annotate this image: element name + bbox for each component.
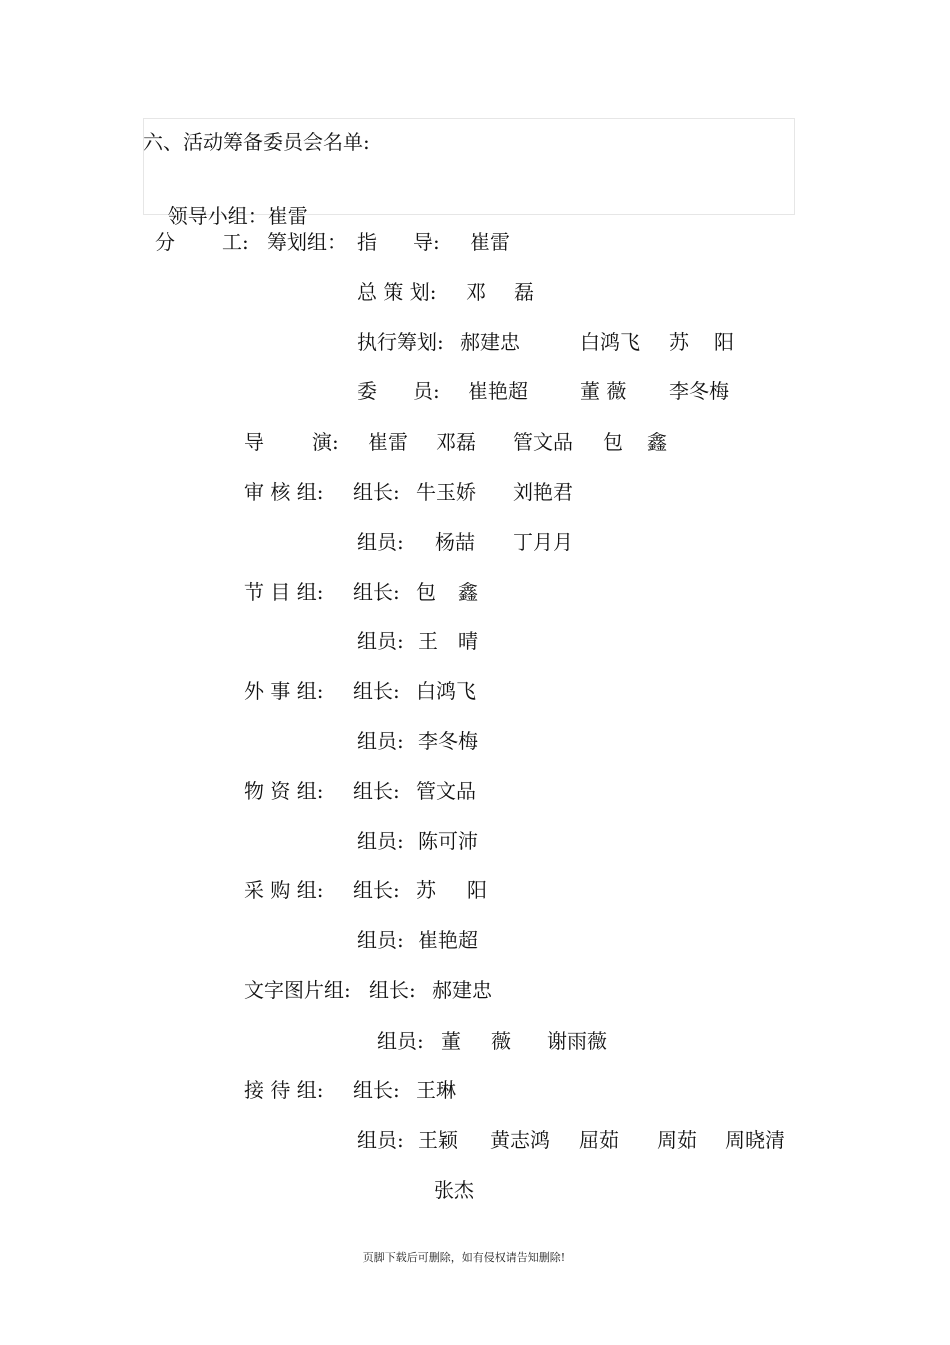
external-leader-1: 白鸿飞: [416, 679, 476, 703]
director-name-3: 管文品: [513, 430, 573, 454]
committee-name-2: 董 薇: [580, 379, 627, 403]
director-name-2: 邓磊: [436, 430, 476, 454]
program-leader-1: 包: [416, 580, 436, 604]
purchase-group-label: 采 购 组:: [244, 878, 324, 902]
division-label-right: 工:: [222, 230, 249, 254]
purchase-leader-label: 组长:: [353, 878, 400, 902]
director-label-b: 演:: [312, 430, 339, 454]
reception-leader-label: 组长:: [353, 1078, 400, 1102]
director-name-5: 鑫: [647, 430, 667, 454]
review-leader-label: 组长:: [353, 480, 400, 504]
program-leader-2: 鑫: [458, 580, 478, 604]
review-member-label: 组员:: [357, 530, 404, 554]
director-name-4: 包: [603, 430, 623, 454]
reception-group-label: 接 待 组:: [244, 1078, 324, 1102]
director-label-a: 导: [244, 430, 264, 454]
chief-planner-label: 总 策 划:: [357, 280, 437, 304]
division-label-left: 分: [155, 230, 175, 254]
page-footer: 页脚下载后可删除，如有侵权请告知删除!: [362, 1251, 566, 1264]
program-member-2: 晴: [458, 629, 478, 653]
director-name-1: 崔雷: [368, 430, 408, 454]
reception-member-2: 黄志鸿: [490, 1128, 550, 1152]
materials-leader-label: 组长:: [353, 779, 400, 803]
external-leader-label: 组长:: [353, 679, 400, 703]
reception-leader-1: 王琳: [416, 1078, 456, 1102]
committee-name-3: 李冬梅: [669, 379, 729, 403]
text-image-member-1: 董: [441, 1029, 461, 1053]
leadership-label: 领导小组：: [167, 204, 268, 228]
materials-member-1: 陈可沛: [418, 829, 478, 853]
text-image-member-label: 组员:: [377, 1029, 424, 1053]
executive-name-4: 阳: [714, 330, 734, 354]
review-group-label: 审 核 组:: [244, 480, 324, 504]
external-member-label: 组员:: [357, 729, 404, 753]
guide-name: 崔雷: [470, 230, 510, 254]
review-member-2: 丁月月: [513, 530, 573, 554]
executive-name-1: 郝建忠: [460, 330, 520, 354]
text-image-member-3: 谢雨薇: [547, 1029, 607, 1053]
section-title: 六、活动筹备委员会名单:: [143, 130, 370, 154]
text-image-leader-1: 郝建忠: [432, 978, 492, 1002]
reception-member-3: 屈茹: [579, 1128, 619, 1152]
external-group-label: 外 事 组:: [244, 679, 324, 703]
program-group-label: 节 目 组:: [244, 580, 324, 604]
purchase-leader-2: 阳: [467, 878, 487, 902]
review-leader-1: 牛玉娇: [416, 480, 476, 504]
materials-member-label: 组员:: [357, 829, 404, 853]
text-image-group-label: 文字图片组:: [244, 978, 351, 1002]
program-member-label: 组员:: [357, 629, 404, 653]
committee-label-a: 委: [357, 379, 377, 403]
external-member-1: 李冬梅: [418, 729, 478, 753]
purchase-member-1: 崔艳超: [418, 928, 478, 952]
reception-member-5: 周晓清: [725, 1128, 785, 1152]
chief-planner-name-2: 磊: [514, 280, 534, 304]
text-image-leader-label: 组长:: [369, 978, 416, 1002]
review-member-1: 杨喆: [435, 530, 475, 554]
guide-label-a: 指: [357, 230, 377, 254]
program-member-1: 王: [418, 629, 438, 653]
reception-member-4: 周茹: [657, 1128, 697, 1152]
reception-member-label: 组员:: [357, 1128, 404, 1152]
text-image-member-2: 薇: [491, 1029, 511, 1053]
executive-name-3: 苏: [669, 330, 689, 354]
committee-name-1: 崔艳超: [468, 379, 528, 403]
program-leader-label: 组长:: [353, 580, 400, 604]
materials-leader-1: 管文品: [416, 779, 476, 803]
executive-label: 执行筹划:: [357, 330, 444, 354]
leadership-row: [155, 180, 308, 228]
purchase-member-label: 组员:: [357, 928, 404, 952]
guide-label-b: 导:: [413, 230, 440, 254]
committee-label-b: 员:: [413, 379, 440, 403]
executive-name-2: 白鸿飞: [580, 330, 640, 354]
planning-group-label: 筹划组：: [267, 230, 347, 254]
review-leader-2: 刘艳君: [513, 480, 573, 504]
reception-member-6: 张杰: [434, 1178, 474, 1202]
chief-planner-name-1: 邓: [466, 280, 486, 304]
materials-group-label: 物 资 组:: [244, 779, 324, 803]
purchase-leader-1: 苏: [416, 878, 436, 902]
leadership-value: 崔雷: [267, 204, 308, 228]
reception-member-1: 王颖: [418, 1128, 458, 1152]
